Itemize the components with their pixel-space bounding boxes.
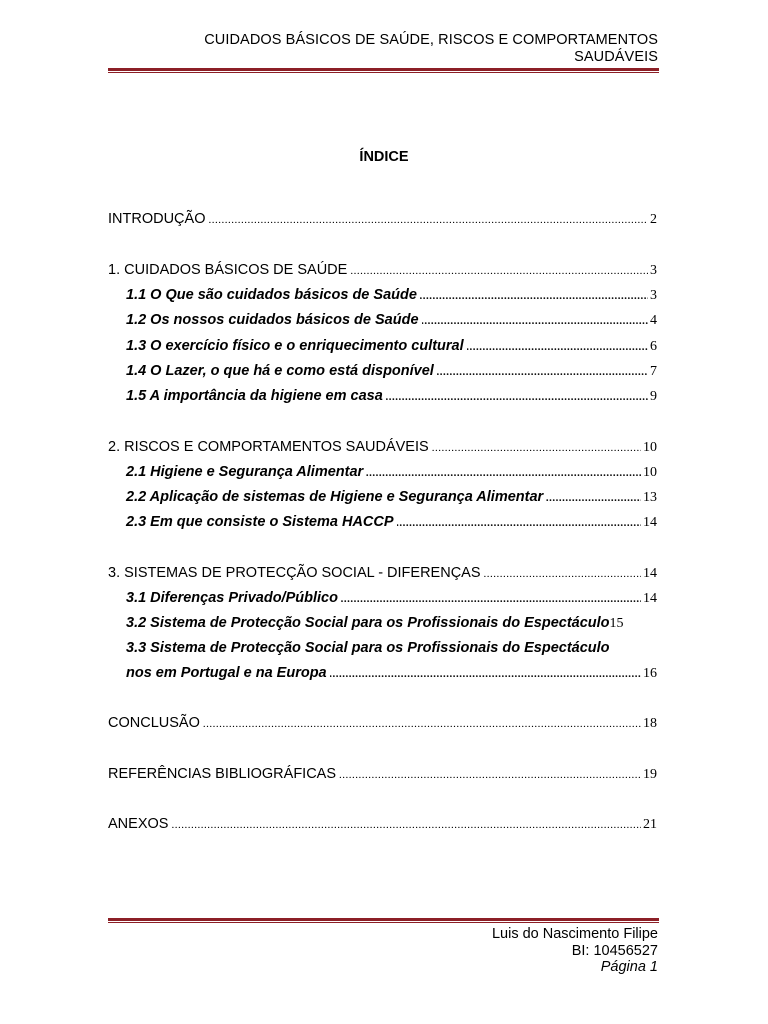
toc-page-number: 13 — [643, 490, 657, 505]
toc-label: 3. SISTEMAS DE PROTECÇÃO SOCIAL - DIFERENÇAS — [108, 565, 481, 581]
toc-entry-section-2[interactable] — [108, 438, 657, 457]
toc-leader — [437, 363, 648, 381]
toc-entry-1-3[interactable] — [126, 337, 657, 356]
toc-label: 1.3 O exercício físico e o enriquecimento cultural — [126, 338, 464, 354]
toc-page-number: 3 — [650, 263, 657, 278]
toc-label: 2.2 Aplicação de sistemas de Higiene e Segurança Alimentar — [126, 489, 544, 505]
toc-label: 2.3 Em que consiste o Sistema HACCP — [126, 514, 394, 530]
toc-entry-introducao[interactable] — [108, 210, 657, 229]
toc-page-number: 6 — [650, 339, 657, 354]
toc-page-number: 21 — [643, 817, 657, 832]
toc-label: 1.1 O Que são cuidados básicos de Saúde — [126, 287, 417, 303]
toc-entry-2-3[interactable] — [126, 513, 657, 532]
toc-label: CONCLUSÃO — [108, 715, 200, 731]
toc-page-number: 16 — [643, 666, 657, 681]
toc-leader — [171, 816, 641, 834]
toc-page-number: 14 — [643, 591, 657, 606]
toc-page-number: 10 — [643, 440, 657, 455]
toc-leader — [341, 590, 641, 608]
toc-page-number: 7 — [650, 364, 657, 379]
toc-entry-section-1[interactable] — [108, 261, 657, 280]
toc-entry-anexos[interactable] — [108, 815, 657, 834]
toc-leader — [339, 766, 641, 784]
toc-entry-3-3-line-1[interactable]: 3.3 Sistema de Protecção Social para os Profissionais do Espectáculo — [126, 640, 610, 656]
toc-entry-2-1[interactable] — [126, 463, 657, 482]
toc-page-number: 9 — [650, 389, 657, 404]
page-title: ÍNDICE — [359, 149, 409, 165]
toc-page-number: 2 — [650, 212, 657, 227]
toc-leader — [330, 665, 641, 683]
toc-leader — [484, 565, 641, 583]
toc-page-number: 4 — [650, 313, 657, 328]
toc-leader — [467, 338, 648, 356]
toc-entry-1-2[interactable] — [126, 311, 657, 330]
toc-leader — [420, 287, 648, 305]
header-title-line-2: SAUDÁVEIS — [574, 49, 658, 65]
toc-label: REFERÊNCIAS BIBLIOGRÁFICAS — [108, 766, 337, 782]
toc-page-number: 10 — [643, 465, 657, 480]
toc-leader — [422, 312, 648, 330]
toc-leader — [203, 715, 641, 733]
toc-entry-conclusao[interactable] — [108, 714, 657, 733]
toc-page-number: 14 — [643, 515, 657, 530]
toc-entry-referencias[interactable] — [108, 765, 657, 784]
footer-rule — [108, 918, 659, 923]
toc-entry-3-3[interactable] — [126, 664, 657, 683]
toc-label: 2. RISCOS E COMPORTAMENTOS SAUDÁVEIS — [108, 439, 429, 455]
toc-page-number: 18 — [643, 716, 657, 731]
toc-label: ANEXOS — [108, 816, 169, 832]
page-header — [98, 32, 658, 66]
toc-leader — [386, 388, 648, 406]
toc-label: nos em Portugal e na Europa — [126, 665, 327, 681]
toc-entry-1-1[interactable] — [126, 286, 657, 305]
toc-entry-3-1[interactable] — [126, 589, 657, 608]
header-title-line-1: CUIDADOS BÁSICOS DE SAÚDE, RISCOS E COMPORTAMENTOS — [204, 32, 658, 48]
toc-label: INTRODUÇÃO — [108, 211, 206, 227]
toc-label: 1. CUIDADOS BÁSICOS DE SAÚDE — [108, 262, 348, 278]
toc-label: 1.2 Os nossos cuidados básicos de Saúde — [126, 312, 419, 328]
footer-author: Luis do Nascimento Filipe — [491, 926, 658, 942]
toc-label: 3.2 Sistema de Protecção Social para os Profissionais do Espectáculo — [126, 615, 610, 631]
toc-entry-3-2[interactable] — [126, 614, 657, 633]
toc-page-number: 15 — [609, 616, 624, 631]
toc-entry-1-5[interactable] — [126, 387, 657, 406]
toc-leader — [208, 211, 648, 229]
toc-entry-2-2[interactable] — [126, 488, 657, 507]
toc-leader — [432, 439, 641, 457]
toc-page-number: 14 — [643, 566, 657, 581]
toc-label: 3.1 Diferenças Privado/Público — [126, 590, 338, 606]
footer-page-number: Página 1 — [600, 959, 658, 975]
footer-id: BI: 10456527 — [571, 942, 658, 959]
toc-entry-section-3[interactable] — [108, 564, 657, 583]
toc-page-number: 3 — [650, 288, 657, 303]
toc-label: 1.4 O Lazer, o que há e como está disponível — [126, 363, 434, 379]
toc-entry-1-4[interactable] — [126, 362, 657, 381]
toc-label: 1.5 A importância da higiene em casa — [126, 388, 383, 404]
toc-leader — [546, 489, 641, 507]
toc-page-number: 19 — [643, 767, 657, 782]
toc-label: 2.1 Higiene e Segurança Alimentar — [126, 464, 364, 480]
header-rule — [108, 68, 659, 73]
toc-leader — [350, 262, 648, 280]
page-footer — [492, 926, 658, 976]
toc-leader — [366, 464, 641, 482]
toc-leader — [397, 514, 641, 532]
